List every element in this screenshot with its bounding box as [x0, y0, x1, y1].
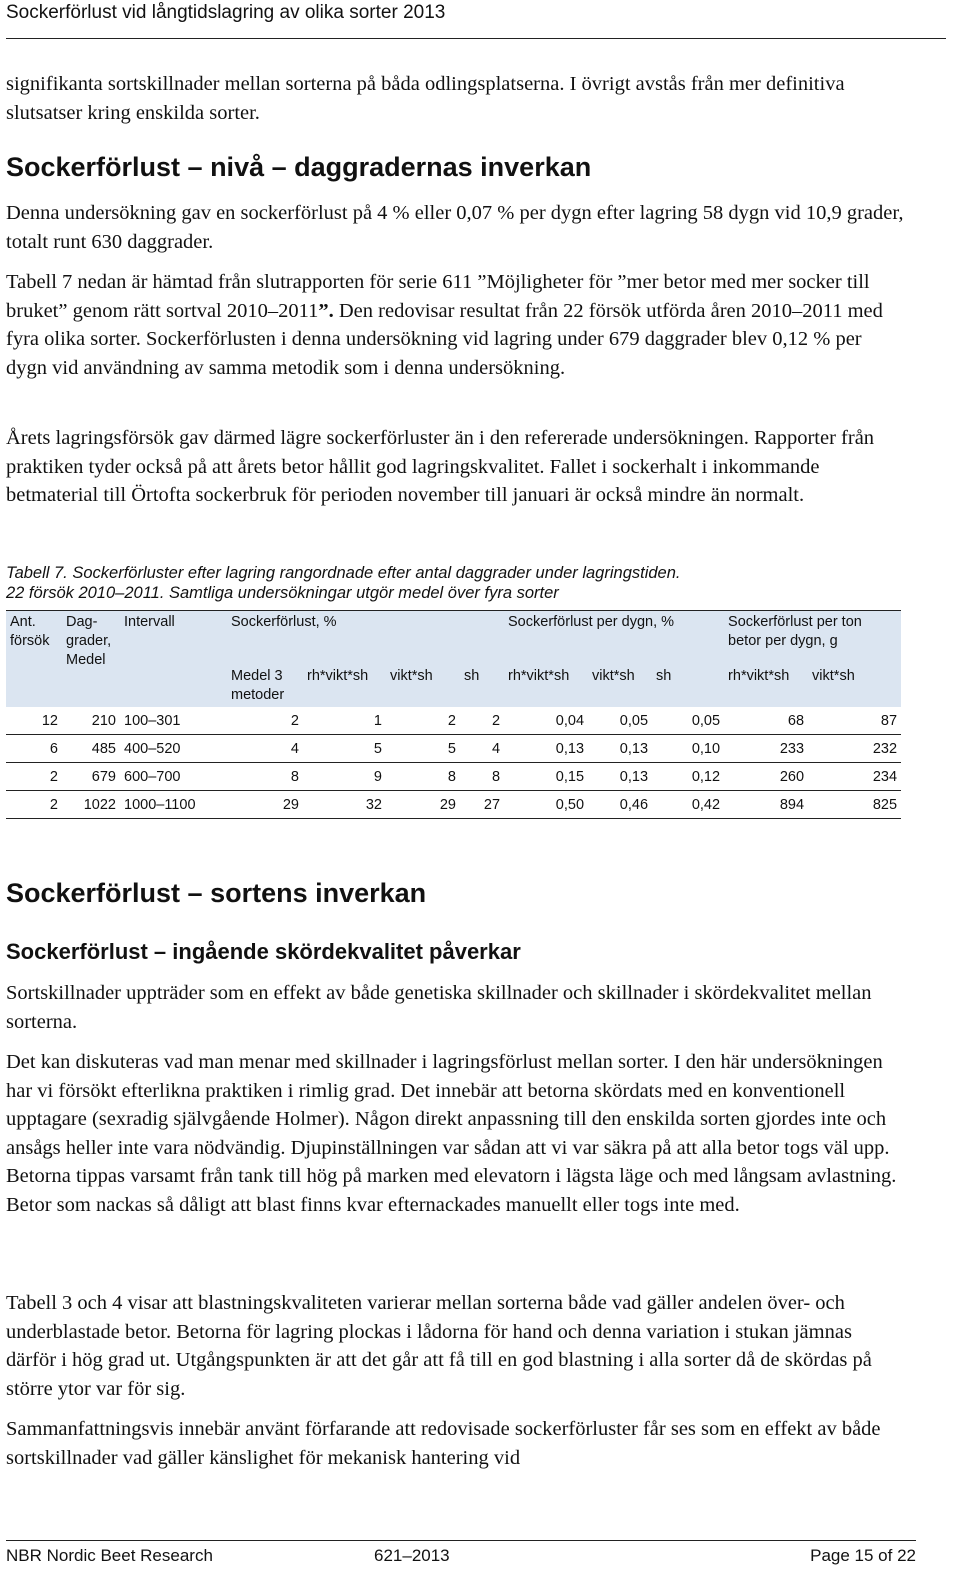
table-cell: 8: [227, 763, 303, 791]
table-cell: 234: [808, 763, 901, 791]
paragraph-niva-2-part1: Tabell 7 nedan är hämtad från slutrapporten för serie 611 ”Möjligheter för ”mer betor med mer socker till bruket” genom rätt sortval 2010–2011: [6, 271, 870, 322]
paragraph-niva-2-bold-quote: ”.: [318, 299, 334, 322]
header-sockerforlust-per-dygn: Sockerförlust per dygn, %: [504, 611, 724, 666]
table-cell: 32: [303, 791, 386, 819]
footer-page-number: Page 15 of 22: [810, 1546, 916, 1565]
header-title: Sockerförlust vid långtidslagring av olika sorter 2013: [6, 2, 446, 23]
table-cell: 210: [62, 707, 120, 735]
paragraph-niva-1: Denna undersökning gav en sockerförlust på 4 % eller 0,07 % per dygn efter lagring 58 dygn vid 10,9 grader, totalt runt 630 daggrader.: [6, 202, 904, 253]
table-cell: 12: [6, 707, 62, 735]
paragraph-sort-2: Det kan diskuteras vad man menar med skillnader i lagringsförlust mellan sorter. I den här undersökningen har vi försökt efterlikna praktiken i rimlig grad. Det innebär att betorna skördats med en konventionell upptagare (sexradig självgående Holmer). Någon direkt anpassning till den enskilda sorten gjordes inte och ansågs heller inte vara nödvändig. Djupinställningen var sådan att vi var säkra på att alla betor togs väl upp. Betorna tippas varsamt från tank till hög på marken med elevatorn i lägsta läge och med långsam avlastning. Betor som nackas så dåligt att blast finns kvar efternackades manuellt eller togs inte med.: [6, 1051, 897, 1216]
footer-org: NBR Nordic Beet Research: [6, 1546, 213, 1565]
table-caption-line2: 22 försök 2010–2011. Samtliga undersökningar utgör medel över fyra sorter: [6, 584, 559, 602]
header-ant: Ant. försök: [6, 611, 62, 708]
header-sockerforlust: Sockerförlust, %: [227, 611, 504, 666]
subheader: vikt*sh: [386, 665, 460, 707]
table-cell: 4: [227, 735, 303, 763]
table-cell: 0,13: [588, 735, 652, 763]
table-cell: 8: [460, 763, 504, 791]
table-cell: 87: [808, 707, 901, 735]
table-row: [6, 763, 901, 791]
table-cell: 5: [303, 735, 386, 763]
table-cell: 2: [6, 791, 62, 819]
table-cell: 260: [724, 763, 808, 791]
table-cell: 894: [724, 791, 808, 819]
table-cell: 5: [386, 735, 460, 763]
header-intervall: Intervall: [120, 611, 227, 708]
table-cell: 0,42: [652, 791, 724, 819]
table-cell: 8: [386, 763, 460, 791]
table-cell: 0,13: [588, 763, 652, 791]
heading-niva: Sockerförlust – nivå – daggradernas inverkan: [6, 152, 592, 182]
subheader: rh*vikt*sh: [303, 665, 386, 707]
subheader: sh: [460, 665, 504, 707]
table-cell: 4: [460, 735, 504, 763]
sugar-loss-table: [6, 610, 901, 819]
paragraph-intro: signifikanta sortskillnader mellan sorterna på båda odlingsplatserna. I övrigt avstås från mer definitiva slutsatser kring enskilda sorter.: [6, 73, 845, 124]
subheader: rh*vikt*sh: [724, 665, 808, 707]
table-cell: 0,13: [504, 735, 588, 763]
table-cell: 0,05: [652, 707, 724, 735]
table-cell: 27: [460, 791, 504, 819]
table-cell: 2: [227, 707, 303, 735]
heading-skordekvalitet: Sockerförlust – ingående skördekvalitet påverkar: [6, 939, 521, 964]
page-header: [6, 0, 946, 39]
table-cell: 2: [6, 763, 62, 791]
table-cell: 1022: [62, 791, 120, 819]
table-cell: 600–700: [120, 763, 227, 791]
subheader: vikt*sh: [808, 665, 901, 707]
table-cell: 232: [808, 735, 901, 763]
table-cell: 1: [303, 707, 386, 735]
table-cell: 485: [62, 735, 120, 763]
table-cell: 0,50: [504, 791, 588, 819]
paragraph-niva-3: Årets lagringsförsök gav därmed lägre sockerförluster än i den refererade undersökningen. Rapporter från praktiken tyder också på att årets betor hållit god lagringskvalitet. Fallet i sockerhalt i inkommande betmaterial till Örtofta sockerbruk för perioden november till januari är också mindre än normalt.: [6, 427, 875, 506]
table-caption-line1: Tabell 7. Sockerförluster efter lagring rangordnade efter antal daggrader under lagringstiden.: [6, 564, 681, 582]
header-sockerforlust-per-ton: Sockerförlust per ton betor per dygn, g: [724, 611, 901, 666]
paragraph-niva-2: [6, 268, 906, 382]
table-cell: 233: [724, 735, 808, 763]
table-cell: 6: [6, 735, 62, 763]
table-cell: 679: [62, 763, 120, 791]
table-row: [6, 791, 901, 819]
table-cell: 2: [386, 707, 460, 735]
table-cell: 2: [460, 707, 504, 735]
paragraph-niva-2-part2: Den redovisar resultat från 22 försök utförda åren 2010–2011 med fyra olika sorter. Sockerförlusten i denna undersökning vid lagring under 679 daggrader blev 0,12 % per dygn vid användning av samma metodik som i denna undersökning.: [6, 299, 883, 379]
table-row: [6, 707, 901, 735]
table-cell: 0,05: [588, 707, 652, 735]
paragraph-sort-3: Tabell 3 och 4 visar att blastningskvaliteten varierar mellan sorterna både vad gäller andelen över- och underblastade betor. Betorna för lagring plockas i lådorna för hand och denna variation i stukan jämnas därför i hög grad ut. Utgångspunkten är att det går att få till en god blastning i alla sorter då de skördas på större ytor var för sig.: [6, 1292, 872, 1400]
table-cell: 400–520: [120, 735, 227, 763]
table-cell: 0,15: [504, 763, 588, 791]
subheader: vikt*sh: [588, 665, 652, 707]
table-cell: 825: [808, 791, 901, 819]
subheader: Medel 3 metoder: [227, 665, 303, 707]
table-cell: 1000–1100: [120, 791, 227, 819]
table-cell: 100–301: [120, 707, 227, 735]
paragraph-sort-1: Sortskillnader uppträder som en effekt av både genetiska skillnader och skillnader i skördekvalitet mellan sorterna.: [6, 982, 872, 1033]
table-cell: 0,10: [652, 735, 724, 763]
table-cell: 9: [303, 763, 386, 791]
table-cell: 0,12: [652, 763, 724, 791]
paragraph-sort-4: Sammanfattningsvis innebär använt förfarande att redovisade sockerförluster får ses som en effekt av både sortskillnader vad gäller känslighet för mekanisk hantering vid: [6, 1418, 881, 1469]
subheader: sh: [652, 665, 724, 707]
table-cell: 29: [227, 791, 303, 819]
table-row: [6, 735, 901, 763]
table-cell: 0,46: [588, 791, 652, 819]
table-cell: 29: [386, 791, 460, 819]
table-cell: 68: [724, 707, 808, 735]
footer-report-number: 621–2013: [374, 1546, 450, 1565]
subheader: rh*vikt*sh: [504, 665, 588, 707]
table-cell: 0,04: [504, 707, 588, 735]
page-footer: [6, 1540, 916, 1565]
heading-sortens: Sockerförlust – sortens inverkan: [6, 878, 427, 908]
header-daggrader: Daggrader, Medel: [62, 611, 120, 708]
